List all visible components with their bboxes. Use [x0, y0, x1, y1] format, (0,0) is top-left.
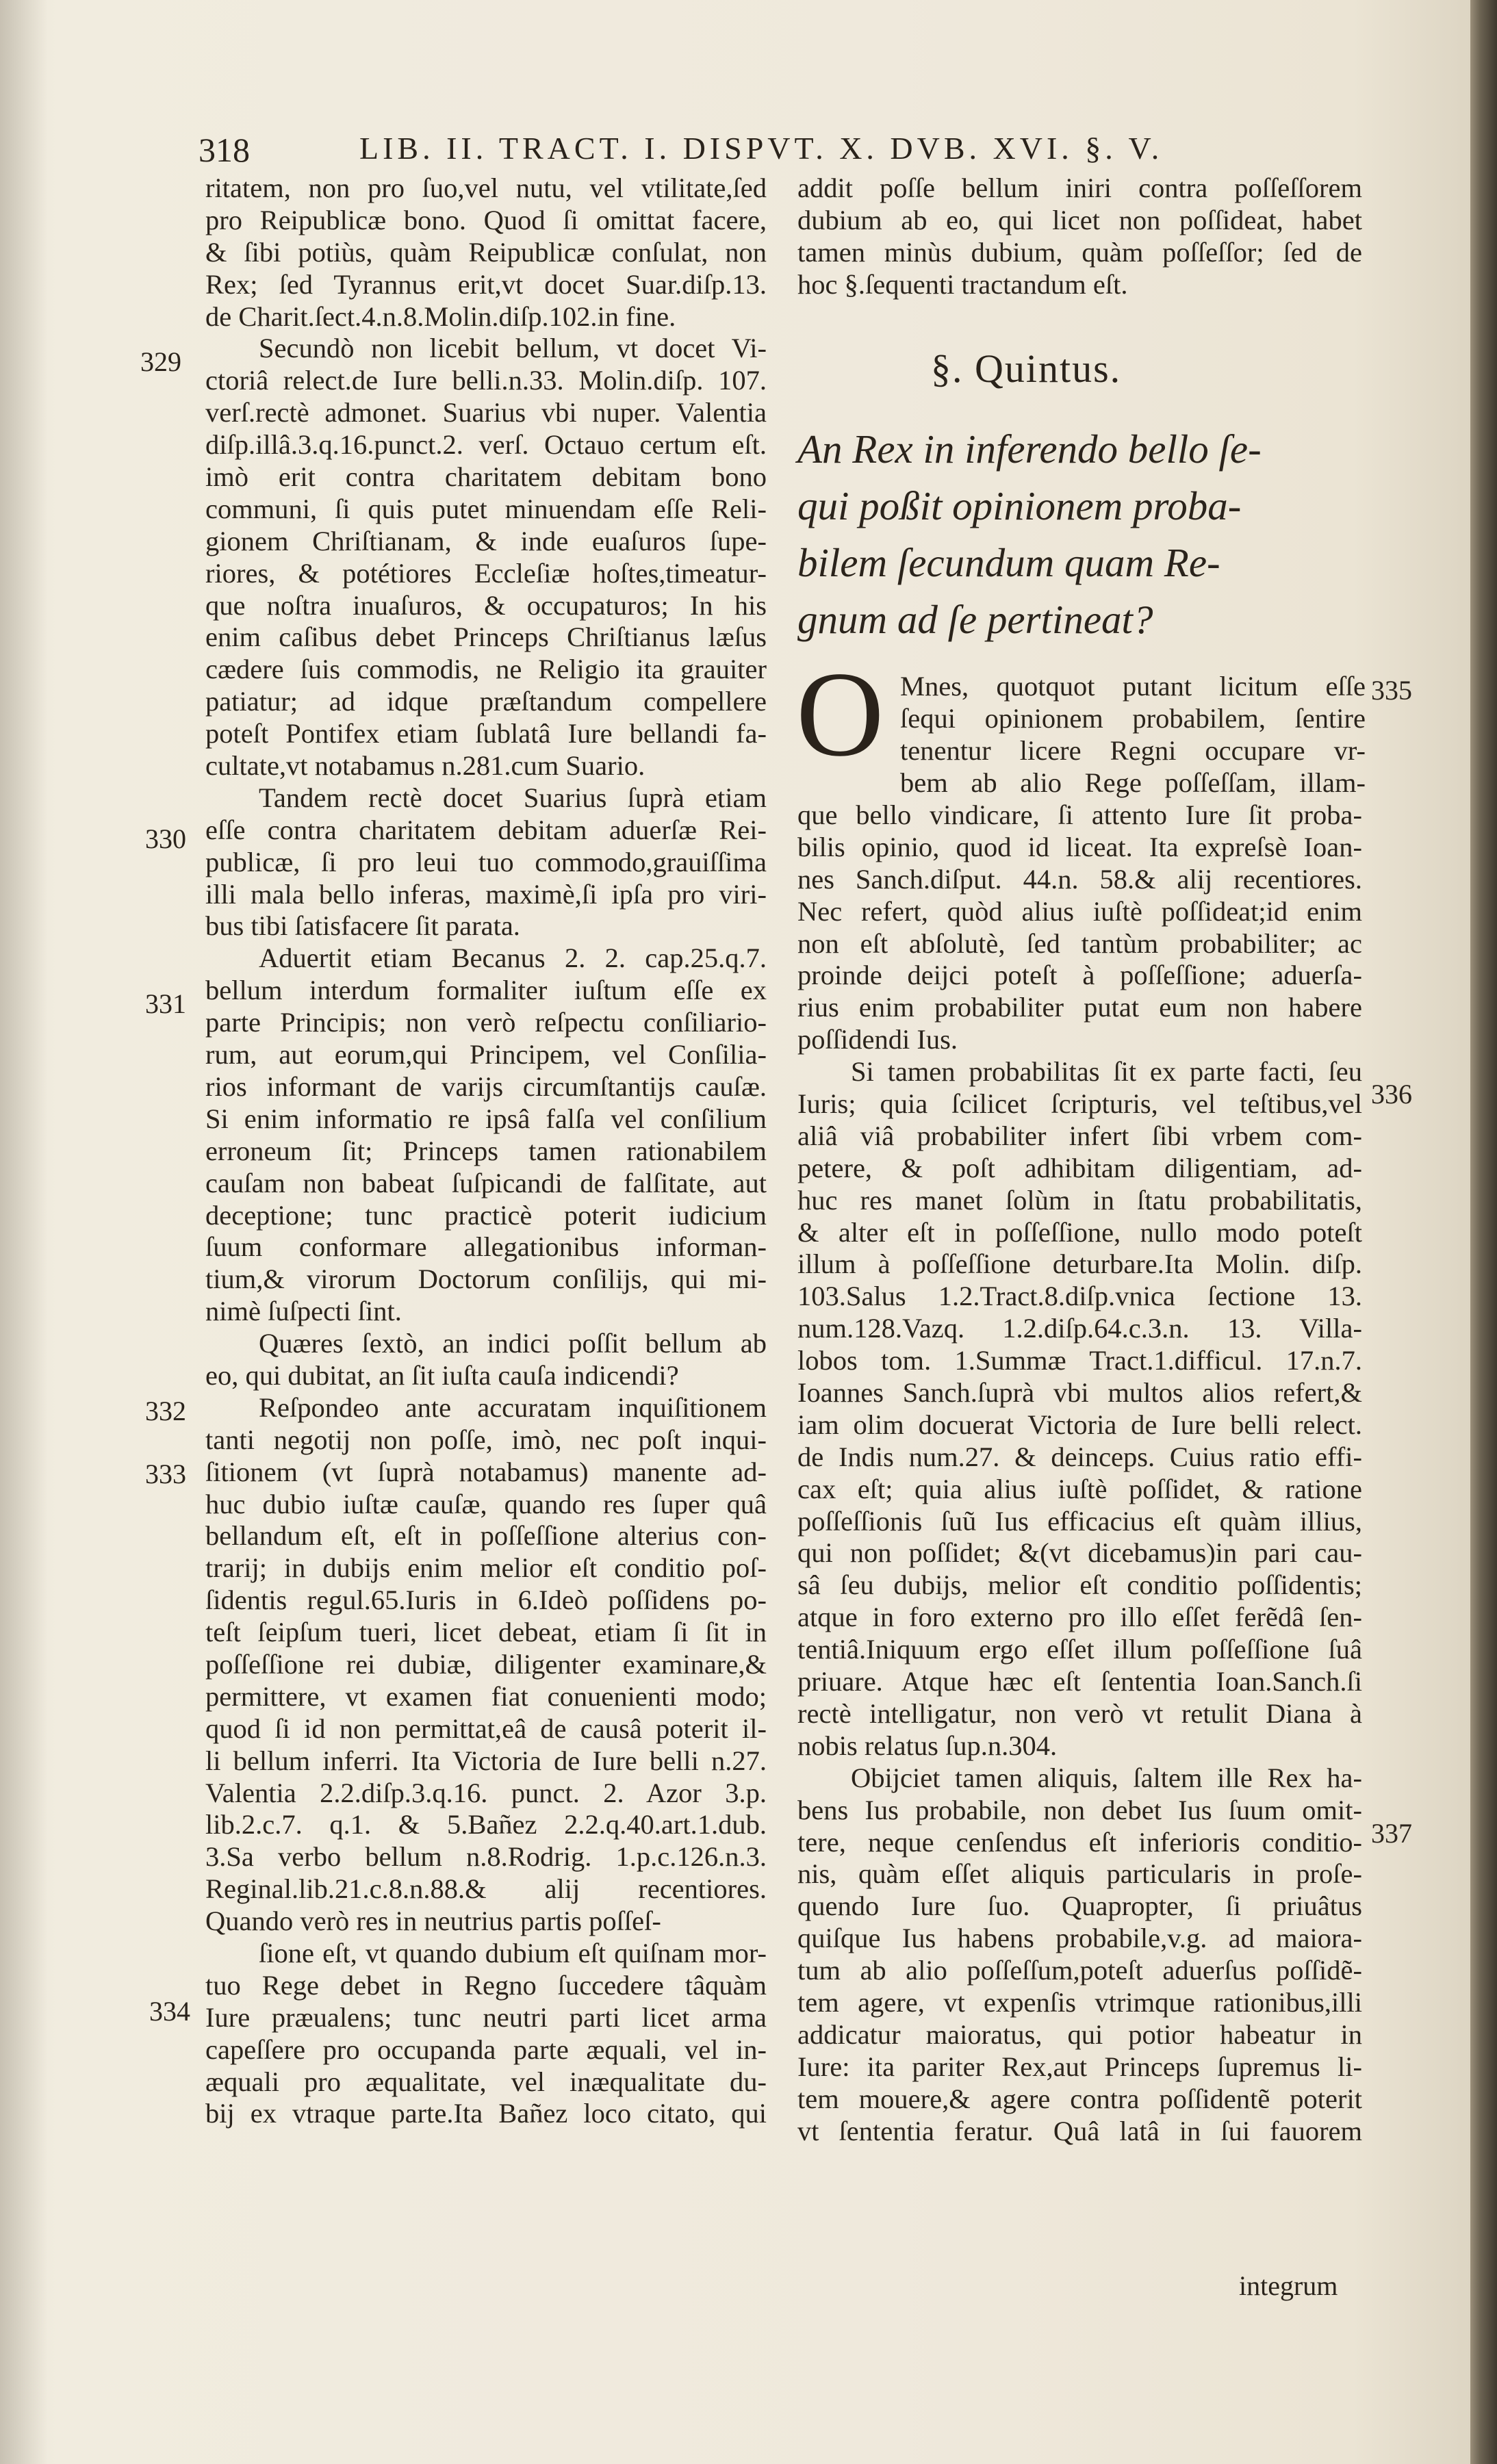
text-line: lib.2.c.7. q.1. & 5.Bañez 2.2.q.40.art.1.dub.: [205, 1809, 767, 1840]
text-line: poſſeſſionis ſuũ Ius efficacius eſt quàm illius,: [797, 1505, 1362, 1537]
text-line: poſſidendi Ius.: [797, 1024, 958, 1055]
text-line: Aduertit etiam Becanus 2. 2. cap.25.q.7.: [259, 942, 767, 974]
text-line: æquali pro æqualitate, vel inæqualitate du-: [205, 2066, 767, 2097]
text-line: tenentur licere Regni occupare vr-: [900, 734, 1366, 766]
text-line: patiatur; ad idque præſtandum compellere: [205, 686, 767, 717]
text-line: eſſe contra charitatem debitam aduerſæ Rei-: [205, 814, 767, 845]
text-line: lobos tom. 1.Summæ Tract.1.difficul. 17.n.7.: [797, 1345, 1362, 1376]
text-line: ſidentis regul.65.Iuris in 6.Ideò poſſidens po-: [205, 1584, 767, 1616]
text-line: diſp.illâ.3.q.16.punct.2. verſ. Octauo certum eſt.: [205, 429, 767, 461]
text-line: Reſpondeo ante accuratam inquiſitionem: [259, 1391, 767, 1423]
text-line: tum ab alio poſſeſſum,poteſt aduerſus poſſidẽ-: [797, 1955, 1363, 1986]
text-line: riores, & potétiores Eccleſiæ hoſtes,timeatur-: [205, 557, 767, 589]
text-line: permittere, vt examen fiat conuenienti modo;: [205, 1680, 767, 1712]
text-line: Valentia 2.2.diſp.3.q.16. punct. 2. Azor 3.p.: [205, 1777, 767, 1808]
text-line: qui non poſſidet; &(vt dicebamus)in pari cau-: [797, 1537, 1362, 1569]
text-line: de Charit.ſect.4.n.8.Molin.diſp.102.in fine.: [205, 300, 676, 332]
left-column: [205, 172, 767, 2130]
text-line: quod ſi id non permittat,eâ de causâ poterit il-: [205, 1712, 767, 1744]
text-line: que noſtra inuaſuros, & occupaturos; In his: [205, 589, 767, 621]
text-line: bellum interdum formaliter iuſtum eſſe ex: [205, 975, 767, 1006]
question-line: bilem ſecundum quam Re-: [797, 540, 1220, 585]
margin-number: 329: [140, 346, 181, 377]
text-line: hoc §.ſequenti tractandum eſt.: [797, 268, 1128, 300]
text-line: bilis opinio, quod id liceat. Ita expreſsè Ioan-: [797, 831, 1362, 862]
text-line: cax eſt; quia alius iuſtè poſſidet, & ratione: [797, 1473, 1362, 1504]
text-line: bij ex vtraque parte.Ita Bañez loco citato, qui: [205, 2098, 767, 2129]
text-line: aliâ viâ probabiliter infert ſibi vrbem com-: [797, 1120, 1362, 1151]
right-column-body: [797, 799, 1362, 2147]
text-line: deceptione; tunc practicè poterit iudicium: [205, 1199, 767, 1231]
text-line: nes Sanch.diſput. 44.n. 58.& alij recentiores.: [797, 863, 1362, 895]
text-line: num.128.Vazq. 1.2.diſp.64.c.3.n. 13. Villa-: [797, 1313, 1362, 1344]
text-line: huc res manet ſolùm in ſtatu probabilitatis,: [797, 1184, 1362, 1216]
text-line: Quæres ſextò, an indici poſſit bellum ab: [259, 1328, 767, 1359]
text-line: teſt ſeipſum tueri, licet debeat, etiam ſi ſit in: [205, 1617, 767, 1648]
question-line: gnum ad ſe pertineat?: [797, 597, 1153, 642]
text-line: tanti negotij non poſſe, imò, nec poſt inqui-: [205, 1424, 767, 1455]
text-line: Reginal.lib.21.c.8.n.88.& alij recentiores.: [205, 1873, 767, 1905]
text-line: & alter eſt in poſſeſſione, nullo modo poteſt: [797, 1216, 1362, 1248]
gutter-shadow: [0, 0, 48, 2464]
page-number: 318: [199, 131, 250, 169]
text-line: tamen minùs dubium, quàm poſſeſſor; ſed de: [797, 236, 1363, 268]
question-heading: [797, 421, 1366, 648]
text-line: priuare. Atque hæc eſt ſententia Ioan.Sanch.ſi: [797, 1666, 1362, 1697]
text-line: publicæ, ſi pro leui tuo commodo,grauiſſima: [205, 846, 767, 877]
text-line: illum à poſſeſſione deturbare.Ita Molin. diſp.: [797, 1248, 1362, 1280]
text-line: quiſque Ius habens probabile,v.g. ad maiora-: [797, 1923, 1363, 1954]
catchword: integrum: [1239, 2270, 1338, 2301]
text-line: iam olim docuerat Victoria de Iure belli relect.: [797, 1409, 1363, 1440]
text-line: illi mala bello inferas, maximè,ſi ipſa pro viri-: [205, 878, 767, 910]
margin-number: 337: [1371, 1818, 1412, 1849]
text-line: ſuum conformare allegationibus informan-: [205, 1231, 767, 1263]
text-line: nobis relatus ſup.n.304.: [797, 1730, 1058, 1761]
text-line: Rex; ſed Tyrannus erit,vt docet Suar.diſp.13.: [205, 268, 767, 300]
text-line: quendo Iure ſuo. Quapropter, ſi priuâtus: [797, 1890, 1362, 1922]
text-line: & ſibi potiùs, quàm Reipublicæ conſulat, non: [205, 236, 767, 268]
question-line: An Rex in inferendo bello ſe-: [797, 426, 1262, 472]
question-line: qui poßit opinionem proba-: [797, 483, 1242, 528]
text-line: rios informant de varijs circumſtantijs cauſæ.: [205, 1070, 767, 1102]
text-line: Si tamen probabilitas ſit ex parte facti, ſeu: [851, 1056, 1362, 1088]
text-line: cultate,vt notabamus n.281.cum Suario.: [205, 750, 645, 782]
text-line: proinde deijci poteſt à poſſeſſione; aduerſa-: [797, 960, 1363, 991]
text-line: Iuris; quia ſcilicet ſcripturis, vel teſtibus,vel: [797, 1088, 1363, 1120]
text-line: vt ſententia feratur. Quâ latâ in ſui fauorem: [797, 2115, 1363, 2146]
text-line: poſſeſſione rei dubiæ, diligenter examinare,&: [205, 1648, 767, 1680]
text-line: bens Ius probabile, non debet Ius ſuum omit-: [797, 1794, 1362, 1825]
text-line: 103.Salus 1.2.Tract.8.diſp.vnica ſectione 13.: [797, 1281, 1363, 1312]
text-line: tuo Rege debet in Regno ſuccedere tâquàm: [205, 1969, 767, 2001]
text-line: tentiâ.Iniquum ergo eſſet illum poſſeſſione ſuâ: [797, 1634, 1362, 1665]
text-line: eo, qui dubitat, an ſit iuſta cauſa indicendi?: [205, 1359, 679, 1391]
margin-number: 336: [1371, 1079, 1412, 1109]
text-line: ſitionem (vt ſuprà notabamus) manente ad-: [205, 1456, 767, 1487]
text-line: imò erit contra charitatem debitam bono: [205, 461, 767, 493]
text-line: Quando verò res in neutrius partis poſſeſ-: [205, 1905, 661, 1937]
margin-number: 335: [1371, 675, 1412, 706]
text-line: Ioannes Sanch.ſuprà vbi multos alios refert,&: [797, 1377, 1362, 1409]
text-line: que bello vindicare, ſi attento Iure ſit proba-: [797, 799, 1362, 830]
text-line: Mnes, quotquot putant licitum eſſe: [900, 671, 1366, 702]
running-header: [199, 130, 1239, 178]
text-line: parte Principis; non verò reſpectu conſiliario-: [205, 1007, 767, 1038]
text-line: de Indis num.27. & deinceps. Cuius ratio effi-: [797, 1441, 1363, 1472]
drop-cap: O: [796, 646, 884, 782]
text-line: bellandum eſt, eſt in poſſeſſione alterius con-: [205, 1520, 767, 1552]
text-line: rum, aut eorum,qui Principem, vel Conſilia-: [205, 1039, 767, 1070]
text-line: tem agere, vt expenſis vtrimque rationibus,illi: [797, 1986, 1362, 2018]
text-line: cauſam non babeat ſuſpicandi de falſitate, aut: [205, 1167, 767, 1198]
text-line: 3.Sa verbo bellum n.8.Rodrig. 1.p.c.126.n.3.: [205, 1841, 767, 1873]
running-head: LIB. II. TRACT. I. DISPVT. X. DVB. XVI. §. V.: [359, 131, 1164, 166]
text-line: atque in foro externo pro illo eſſet ferẽdâ ſen-: [797, 1602, 1363, 1633]
margin-number: 334: [149, 1996, 190, 2027]
text-line: gionem Chriſtianam, & inde euaſuros ſupe-: [205, 525, 767, 556]
text-line: Secundò non licebit bellum, vt docet Vi-: [259, 333, 767, 364]
text-line: Tandem rectè docet Suarius ſuprà etiam: [259, 782, 767, 813]
text-line: tere, neque cenſendus eſt inferioris conditio-: [797, 1826, 1362, 1858]
text-line: rius enim probabiliter putat eum non habere: [797, 992, 1362, 1023]
text-line: erroneum ſit; Princeps tamen rationabilem: [205, 1135, 767, 1166]
margin-number: 333: [145, 1459, 186, 1489]
right-column-dropcap-lines: [900, 671, 1366, 799]
text-line: cædere ſuis commodis, ne Religio ita grauiter: [205, 654, 767, 685]
margin-number: 332: [145, 1396, 186, 1426]
text-line: capeſſere pro occupanda parte æquali, vel in-: [205, 2033, 767, 2065]
text-line: communi, ſi quis putet minuendam eſſe Reli-: [205, 493, 767, 524]
text-line: bem ab alio Rege poſſeſſam, illam-: [900, 767, 1366, 798]
text-line: Nec refert, quòd alius iuſtè poſſideat;id enim: [797, 895, 1362, 927]
text-line: bus tibi ſatisfacere ſit parata.: [205, 910, 520, 942]
text-line: Iure præualens; tunc neutri parti licet arma: [205, 2001, 767, 2033]
text-line: addit poſſe bellum iniri contra poſſeſſorem: [797, 172, 1363, 203]
text-line: enim caſibus debet Princeps Chriſtianus læſus: [205, 621, 767, 653]
text-line: Si enim informatio re ipsâ falſa vel conſilium: [205, 1103, 767, 1134]
text-line: poteſt Pontifex etiam ſublatâ Iure bellandi fa-: [205, 718, 767, 749]
margin-number: 330: [145, 823, 186, 854]
text-line: pro Reipublicæ bono. Quod ſi omittat facere,: [205, 204, 767, 235]
text-line: verſ.rectè admonet. Suarius vbi nuper. Valentia: [205, 397, 767, 428]
text-line: dubium ab eo, qui licet non poſſideat, habet: [797, 204, 1362, 235]
text-line: tium,& virorum Doctorum conſilijs, qui mi-: [205, 1263, 767, 1295]
page-edge: [1470, 0, 1497, 2464]
text-line: tem mouere,& agere contra poſſidentẽ poterit: [797, 2083, 1363, 2114]
right-column-top: [797, 172, 1362, 301]
section-title: §. Quintus.: [931, 346, 1122, 391]
text-line: addicatur maioratus, qui potior habeatur in: [797, 2018, 1362, 2050]
text-line: huc dubio iuſtæ cauſæ, quando res ſuper quâ: [205, 1488, 767, 1519]
text-line: Obijciet tamen aliquis, ſaltem ille Rex ha-: [851, 1762, 1362, 1793]
text-line: li bellum inferri. Ita Victoria de Iure belli n.27.: [205, 1745, 767, 1776]
text-line: ritatem, non pro ſuo,vel nutu, vel vtilitate,ſed: [205, 172, 767, 203]
text-line: sâ ſeu dubijs, melior eſt conditio poſſidentis;: [797, 1569, 1362, 1601]
text-line: ſequi opinionem probabilem, ſentire: [900, 702, 1366, 734]
margin-number: 331: [145, 988, 186, 1019]
text-line: ctoriâ relect.de Iure belli.n.33. Molin.diſp. 107.: [205, 365, 767, 396]
text-line: trarij; in dubijs enim melior eſt conditio poſ-: [205, 1552, 767, 1584]
text-line: nis, quàm eſſet aliquis particularis in proſe-: [797, 1858, 1363, 1890]
text-line: non eſt abſolutè, ſed tantùm probabiliter; ac: [797, 927, 1362, 959]
text-line: rectè intelligatur, non verò vt retulit Diana à: [797, 1697, 1362, 1729]
text-line: Iure: ita pariter Rex,aut Princeps ſupremus li-: [797, 2051, 1362, 2082]
text-line: petere, & poſt adhibitam diligentiam, ad-: [797, 1152, 1362, 1183]
text-line: nimè ſuſpecti ſint.: [205, 1296, 402, 1327]
text-line: ſione eſt, vt quando dubium eſt quiſnam mor-: [259, 1937, 767, 1968]
